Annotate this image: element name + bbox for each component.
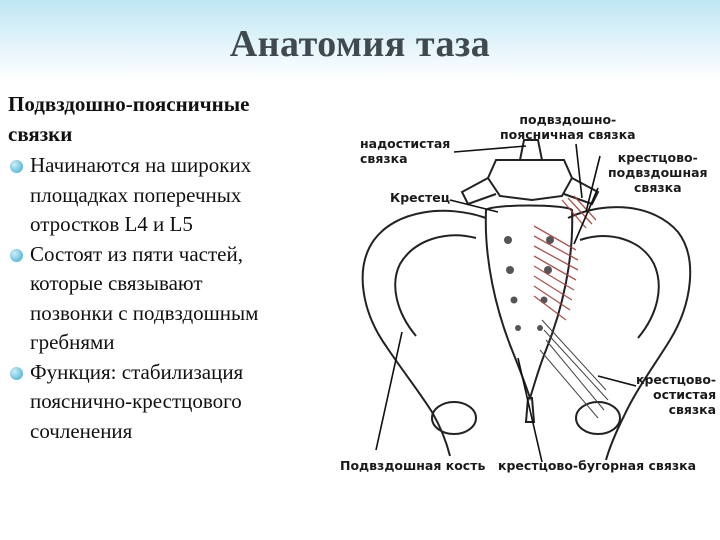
- bullet-1-line-2: площадках поперечных: [30, 182, 242, 207]
- label-text: поясничная связка: [500, 127, 636, 142]
- bullet-2-line-1: Состоят из пяти частей,: [30, 241, 243, 266]
- bullet-item-2: [8, 240, 340, 358]
- left-ilium-inner: [395, 235, 476, 336]
- label-sacrotuberous-ligament: [498, 458, 696, 473]
- right-ilium-outline: [568, 207, 690, 460]
- lumbar-vertebra: [488, 160, 572, 200]
- label-text: крестцово-: [617, 150, 698, 165]
- bullet-item-1: [8, 151, 340, 240]
- label-text: остистая: [652, 387, 717, 402]
- bullet-icon: [10, 249, 23, 262]
- label-text: подвздошная: [608, 165, 708, 180]
- spinous-process: [520, 140, 542, 160]
- label-text: крестцово-: [636, 372, 717, 387]
- label-ilium: [340, 458, 485, 473]
- bullet-3-line-1: Функция: стабилизация: [30, 359, 244, 384]
- left-obturator-foramen: [432, 402, 476, 434]
- label-sacrum: [390, 190, 450, 205]
- right-ilium-inner: [580, 236, 659, 338]
- bullet-list: [8, 151, 340, 446]
- bullet-3-line-2: пояснично-крестцового: [30, 389, 242, 413]
- bullet-item-3: [8, 358, 340, 447]
- label-text: крестцово-бугорная связка: [498, 458, 697, 473]
- section-heading: [8, 90, 340, 149]
- label-iliolumbar-ligament: [500, 112, 636, 142]
- text-column: [8, 90, 340, 446]
- label-sacroiliac-ligament: [608, 150, 708, 195]
- label-text: связка: [668, 402, 717, 417]
- pelvis-figure: [336, 100, 720, 480]
- bullet-2-line-3: позвонки с подвздошным: [30, 300, 259, 325]
- label-text: Крестец: [390, 190, 451, 205]
- bullet-icon: [10, 367, 23, 380]
- sacrospinous-fibers: [540, 320, 608, 418]
- bullet-3-line-3: сочленения: [30, 418, 133, 443]
- bullet-2-line-4: гребнями: [30, 330, 115, 354]
- sacrum-outline: [486, 206, 572, 399]
- label-text: связка: [634, 180, 682, 195]
- label-text: надостистая: [360, 136, 451, 151]
- heading-line-1: Подвздошно-поясничные: [8, 92, 250, 116]
- page-title: Анатомия таза: [229, 23, 491, 65]
- bullet-1-line-3: отростков L4 и L5: [30, 212, 193, 236]
- label-sacrospinous-ligament: [636, 372, 716, 417]
- bullet-2-line-2: которые связывают: [30, 271, 203, 295]
- label-supraspinous-ligament: [360, 136, 450, 166]
- label-text: подвздошно-: [519, 112, 617, 127]
- label-text: Подвздошная кость: [340, 458, 486, 473]
- bullet-icon: [10, 160, 23, 173]
- left-ilium-outline: [363, 211, 486, 456]
- heading-line-2: связки: [8, 121, 73, 146]
- label-text: связка: [360, 151, 408, 166]
- bullet-1-line-1: Начинаются на широких: [30, 153, 252, 177]
